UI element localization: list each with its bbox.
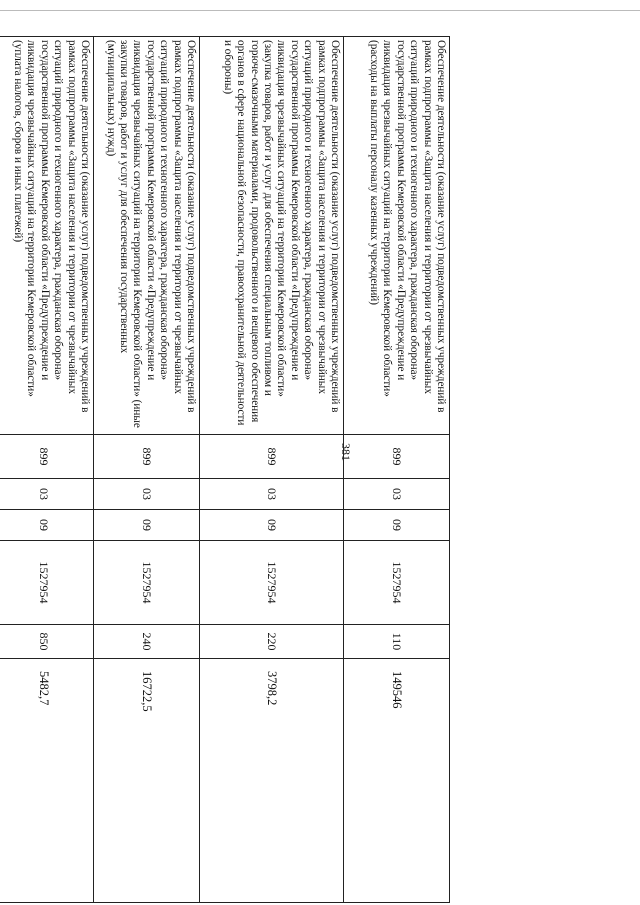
amount: 3798,2	[200, 659, 344, 903]
scan-top-edge	[0, 0, 640, 11]
subsection-code: 09	[344, 510, 450, 541]
target-article-code: 1527954	[344, 541, 450, 625]
amount: 16722,5	[94, 659, 200, 903]
expense-type-code: 110	[344, 625, 450, 659]
expense-type-code: 240	[94, 625, 200, 659]
target-article-code: 1527954	[200, 541, 344, 625]
row-description: Обеспечение деятельности (оказание услуг) подведомственных учреждений в рамках подпрограммы «Защита населения и территории от чрезвычайных ситуаций природного и техногенного характера, гражданская оборона» государственной программы Кемеровской области «Предупреждение и ликвидация чрезвычайных ситуаций на территории Кемеровской области» (иные закупки товаров, работ и услуг для обеспечения государственных (муниципальных) нужд)	[94, 37, 200, 435]
table-row	[94, 37, 200, 903]
subsection-code: 09	[94, 510, 200, 541]
row-description: Обеспечение деятельности (оказание услуг) подведомственных учреждений в рамках подпрограммы «Защита населения и территории от чрезвычайных ситуаций природного и техногенного характера, гражданская оборона» государственной программы Кемеровской области «Предупреждение и ликвидация чрезвычайных ситуаций на территории Кемеровской области» (уплата налогов, сборов и иных платежей)	[0, 37, 94, 435]
target-article-code: 1527954	[94, 541, 200, 625]
amount: 5482,7	[0, 659, 94, 903]
section-code: 03	[200, 479, 344, 510]
expense-type-code: 220	[200, 625, 344, 659]
ministry-code: 899	[0, 435, 94, 479]
budget-table-rotated	[11, 36, 450, 902]
budget-table	[0, 36, 450, 903]
row-description: Обеспечение деятельности (оказание услуг) подведомственных учреждений в рамках подпрограммы «Защита населения и территории от чрезвычайных ситуаций природного и техногенного характера, гражданская оборона» государственной программы Кемеровской области «Предупреждение и ликвидация чрезвычайных ситуаций на территории Кемеровской области» (расходы на выплаты персоналу казенных учреждений)	[344, 37, 450, 435]
ministry-code: 899	[200, 435, 344, 479]
section-code: 03	[94, 479, 200, 510]
amount: 149546	[344, 659, 450, 903]
subsection-code: 09	[0, 510, 94, 541]
row-description: Обеспечение деятельности (оказание услуг) подведомственных учреждений в рамках подпрограммы «Защита населения и территории от чрезвычайных ситуаций природного и техногенного характера, гражданская оборона» государственной программы Кемеровской области «Предупреждение и ликвидация чрезвычайных ситуаций на территории Кемеровской области» (закупка товаров, работ и услуг для обеспечения специальным топливом и горюче-смазочными материалами, продовольственного и вещевого обеспечения органов в сфере национальной безопасности, правоохранительной деятельности и обороны)	[200, 37, 344, 435]
section-code: 03	[344, 479, 450, 510]
subsection-code: 09	[200, 510, 344, 541]
table-row	[0, 37, 94, 903]
table-row	[200, 37, 344, 903]
target-article-code: 1527954	[0, 541, 94, 625]
ministry-code: 899	[344, 435, 450, 479]
table-row	[344, 37, 450, 903]
section-code: 03	[0, 479, 94, 510]
ministry-code: 899	[94, 435, 200, 479]
expense-type-code: 850	[0, 625, 94, 659]
budget-table-container	[11, 36, 450, 902]
page-number: 381	[339, 443, 353, 461]
